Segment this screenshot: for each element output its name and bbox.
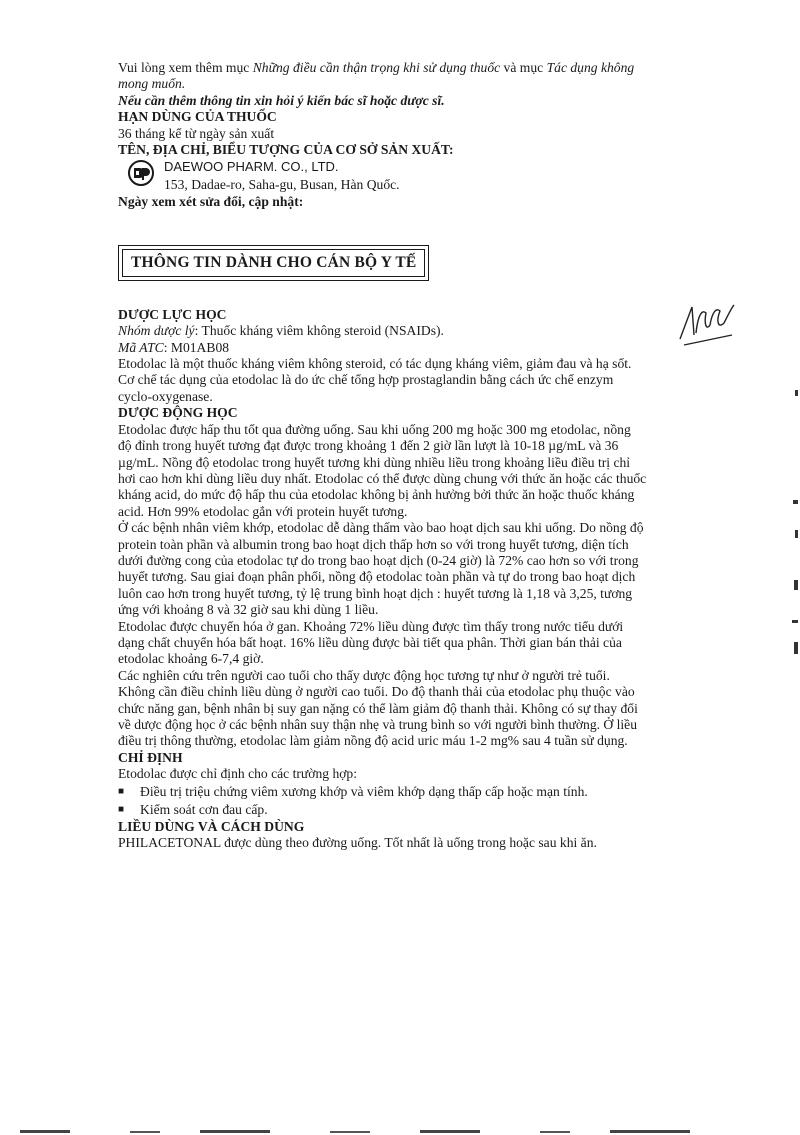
- pk-line: huyết tương. Sau giai đoạn phân phối, nồng độ etodolac toàn phần và tự do trong bao hoạt dịch: [118, 569, 636, 585]
- pharmacodynamics-heading: DƯỢC LỰC HỌC: [118, 306, 227, 322]
- handwritten-signature: [676, 295, 736, 347]
- hcp-info-title: THÔNG TIN DÀNH CHO CÁN BỘ Y TẾ: [122, 249, 425, 277]
- atc-code: Mã ATC: M01AB08: [118, 339, 230, 355]
- pk-line: etodolac khoảng 6-7,4 giờ.: [118, 651, 264, 667]
- advice-text: Nếu cần thêm thông tin xin hỏi ý kiến bác sĩ hoặc dược sĩ.: [118, 92, 445, 108]
- pk-line: điều trị thông thường, etodolac làm giảm nồng độ acid uric máu 1-2 mg% sau 4 tuần sử dụng.: [118, 733, 628, 749]
- pk-line: Etodolac được hấp thu tốt qua đường uống. Sau khi uống 200 mg hoặc 300 mg etodolac, nồng: [118, 421, 631, 437]
- pharmacokinetics-body: [118, 422, 703, 750]
- dosage-heading: LIỀU DÙNG VÀ CÁCH DÙNG: [118, 818, 305, 834]
- scan-bottom-edge: [0, 1126, 800, 1135]
- dosage-text: PHILACETONAL được dùng theo đường uống. Tốt nhất là uống trong hoặc sau khi ăn.: [118, 835, 597, 851]
- pk-line: kháng acid, do mức độ hấp thu của etodolac không bị ảnh hưởng bởi thức ăn hoặc thuốc kháng: [118, 487, 635, 503]
- document-page: [118, 60, 703, 851]
- pd-line: cyclo-oxygenase.: [118, 388, 213, 404]
- manufacturer-address: 153, Dadae-ro, Saha-gu, Busan, Hàn Quốc.: [164, 177, 400, 193]
- pk-line: Các nghiên cứu trên người cao tuổi cho thấy dược động học tương tự như ở người trẻ tuổi.: [118, 667, 610, 683]
- pk-line: về dược động học ở các bệnh nhân suy thận nhẹ và trung bình so với người bình thường. Ở liều: [118, 717, 638, 732]
- bullet-icon: ■: [118, 803, 125, 815]
- pk-line: ứng với khoảng 8 và 32 giờ sau khi dùng 1 liều.: [118, 602, 379, 618]
- daewoo-logo-icon: [128, 160, 154, 186]
- intro-line-1: Vui lòng xem thêm mục Những điều cần thận trọng khi sử dụng thuốc và mục Tác dụng không: [118, 60, 635, 75]
- list-item: ■ Kiểm soát cơn đau cấp.: [118, 801, 268, 817]
- pk-line: Không cần điều chỉnh liều dùng ở người cao tuổi. Do độ thanh thải của etodolac phụ thuộc vào: [118, 684, 635, 700]
- hcp-info-box: [118, 245, 429, 281]
- pharmacologic-group: Nhóm dược lý: Thuốc kháng viêm không steroid (NSAIDs).: [118, 323, 444, 339]
- pk-line: µg/mL. Nồng độ etodolac trong huyết tương khi dùng nhiều liều trong khoảng liều điều trị chỉ: [118, 454, 631, 470]
- pd-line: Cơ chế tác dụng của etodolac là do ức chế tổng hợp prostaglandin bằng cách ức chế enzym: [118, 372, 614, 388]
- review-date-heading: Ngày xem xét sửa đổi, cập nhật:: [118, 194, 304, 210]
- pk-line: dưới đường cong của etodolac tự do trong bao hoạt dịch (0-24 giờ) là 72% cao hơn so với trong: [118, 552, 639, 568]
- shelf-life-heading: HẠN DÙNG CỦA THUỐC: [118, 109, 277, 125]
- pharmacodynamics-body: [118, 356, 703, 405]
- indications-intro: Etodolac được chỉ định cho các trường hợp:: [118, 766, 358, 782]
- list-item: ■ Điều trị triệu chứng viêm xương khớp và viêm khớp dạng thấp cấp hoặc mạn tính.: [118, 783, 588, 799]
- pk-line: độ đỉnh trong huyết tương đạt được trong khoảng 1 đến 2 giờ lần lượt là 10-18 µg/mL và 36: [118, 438, 619, 454]
- manufacturer-heading: TÊN, ĐỊA CHỈ, BIỂU TƯỢNG CỦA CƠ SỞ SẢN XUẤT:: [118, 142, 454, 158]
- pk-line: Ở các bệnh nhân viêm khớp, etodolac dễ dàng thấm vào bao hoạt dịch sau khi uống. Do nồng độ: [118, 520, 644, 536]
- intro-line-2: mong muốn.: [118, 76, 186, 92]
- scan-edge-marks: [786, 380, 800, 700]
- manufacturer-name: DAEWOO PHARM. CO., LTD.: [164, 159, 339, 175]
- pk-line: Etodolac được chuyển hóa ở gan. Khoảng 72% liều dùng được tìm thấy trong nước tiểu dưới: [118, 618, 624, 634]
- pd-line: Etodolac là một thuốc kháng viêm không steroid, có tác dụng kháng viêm, giảm đau và hạ sốt.: [118, 356, 632, 372]
- pk-line: chức năng gan, bệnh nhân bị suy gan nặng có thể làm giảm độ thanh thải. Không có sự thay đổi: [118, 700, 638, 716]
- bullet-icon: ■: [118, 785, 125, 797]
- indications-heading: CHỈ ĐỊNH: [118, 749, 183, 765]
- pk-line: protein toàn phần và albumin trong bao hoạt dịch thấp hơn so với trong huyết tương, diện tích: [118, 536, 629, 552]
- pk-line: hơi cao hơn khi dùng liều duy nhất. Etodolac có thể được dùng chung với thức ăn hoặc các thuốc: [118, 470, 647, 486]
- manufacturer-block: [128, 158, 703, 194]
- pk-line: acid. Hơn 99% etodolac gắn với protein huyết tương.: [118, 503, 408, 519]
- pharmacokinetics-heading: DƯỢC ĐỘNG HỌC: [118, 405, 238, 421]
- pk-line: dạng chất chuyển hóa bất hoạt. 16% liều dùng được bài tiết qua phân. Thời gian bán thải của: [118, 634, 622, 650]
- pk-line: luôn cao hơn trong huyết tương, tỷ lệ trung bình hoạt dịch : huyết tương là 1,18 và 3,25, tương: [118, 585, 633, 601]
- shelf-life-text: 36 tháng kể từ ngày sản xuất: [118, 125, 275, 141]
- indications-list: [118, 783, 703, 819]
